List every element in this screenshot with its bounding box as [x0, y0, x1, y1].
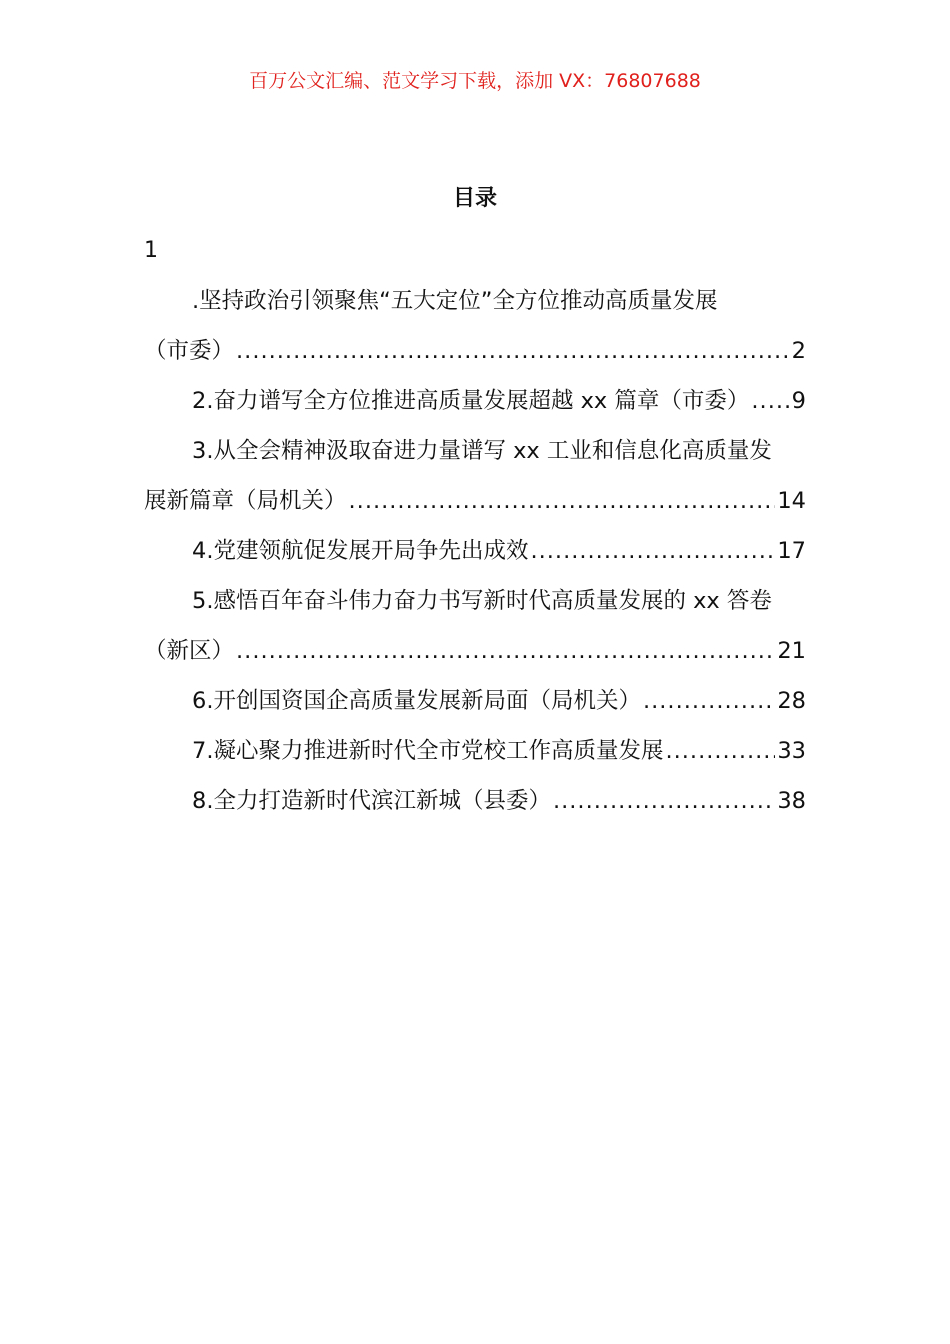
toc-entry-title: 5.感悟百年奋斗伟力奋力书写新时代高质量发展的 xx 答卷 [192, 588, 772, 614]
table-of-contents [144, 276, 806, 826]
dot-leader [751, 376, 789, 426]
toc-entry[interactable] [144, 726, 806, 776]
page-title: 目录 [452, 186, 497, 211]
toc-entry-line [144, 326, 806, 376]
toc-entry-title: 4.党建领航促发展开局争先出成效 [192, 538, 529, 564]
toc-entry-page: 38 [777, 788, 806, 814]
toc-entry-title-cont: （市委） [144, 338, 235, 364]
toc-entry[interactable] [144, 376, 806, 426]
toc-entry-title: 2.奋力谱写全方位推进高质量发展超越 xx 篇章（市委） [192, 388, 750, 414]
toc-entry-page: 33 [777, 738, 806, 764]
toc-entry[interactable] [144, 276, 806, 376]
toc-entry-title: 6.开创国资国企高质量发展新局面（局机关） [192, 688, 641, 714]
dot-leader [236, 326, 790, 376]
toc-entry-line [144, 576, 806, 626]
dot-leader [349, 476, 776, 526]
toc-entry-title: 7.凝心聚力推进新时代全市党校工作高质量发展 [192, 738, 664, 764]
dot-leader [643, 676, 775, 726]
toc-entry-title: 8.全力打造新时代滨江新城（县委） [192, 788, 551, 814]
toc-entry-page: 2 [791, 338, 806, 364]
toc-entry-line [144, 526, 806, 576]
toc-entry-title: 3.从全会精神汲取奋进力量谱写 xx 工业和信息化高质量发 [192, 438, 772, 464]
header-note: 百万公文汇编、范文学习下载，添加 VX：76807688 [249, 70, 701, 92]
toc-entry-title: .坚持政治引领聚焦“五大定位”全方位推动高质量发展 [192, 288, 718, 314]
toc-entry-line [144, 776, 806, 826]
toc-entry-line [144, 476, 806, 526]
toc-entry[interactable] [144, 426, 806, 526]
toc-entry-line [144, 626, 806, 676]
toc-entry-page: 14 [777, 488, 806, 514]
toc-entry[interactable] [144, 576, 806, 676]
toc-entry-line [144, 676, 806, 726]
toc-entry-title-cont: 展新篇章（局机关） [144, 488, 347, 514]
section-number: 1 [144, 238, 158, 263]
toc-entry-line [144, 426, 806, 476]
toc-entry[interactable] [144, 776, 806, 826]
toc-entry-page: 21 [777, 638, 806, 664]
dot-leader [530, 526, 775, 576]
dot-leader [553, 776, 775, 826]
toc-entry-page: 9 [791, 388, 806, 414]
dot-leader [236, 626, 775, 676]
toc-entry-page: 28 [777, 688, 806, 714]
dot-leader [665, 726, 775, 776]
toc-entry-page: 17 [777, 538, 806, 564]
toc-entry-line [144, 376, 806, 426]
toc-entry[interactable] [144, 676, 806, 726]
toc-entry-line [144, 726, 806, 776]
toc-entry[interactable] [144, 526, 806, 576]
toc-entry-title-cont: （新区） [144, 638, 235, 664]
toc-entry-line [144, 276, 806, 326]
